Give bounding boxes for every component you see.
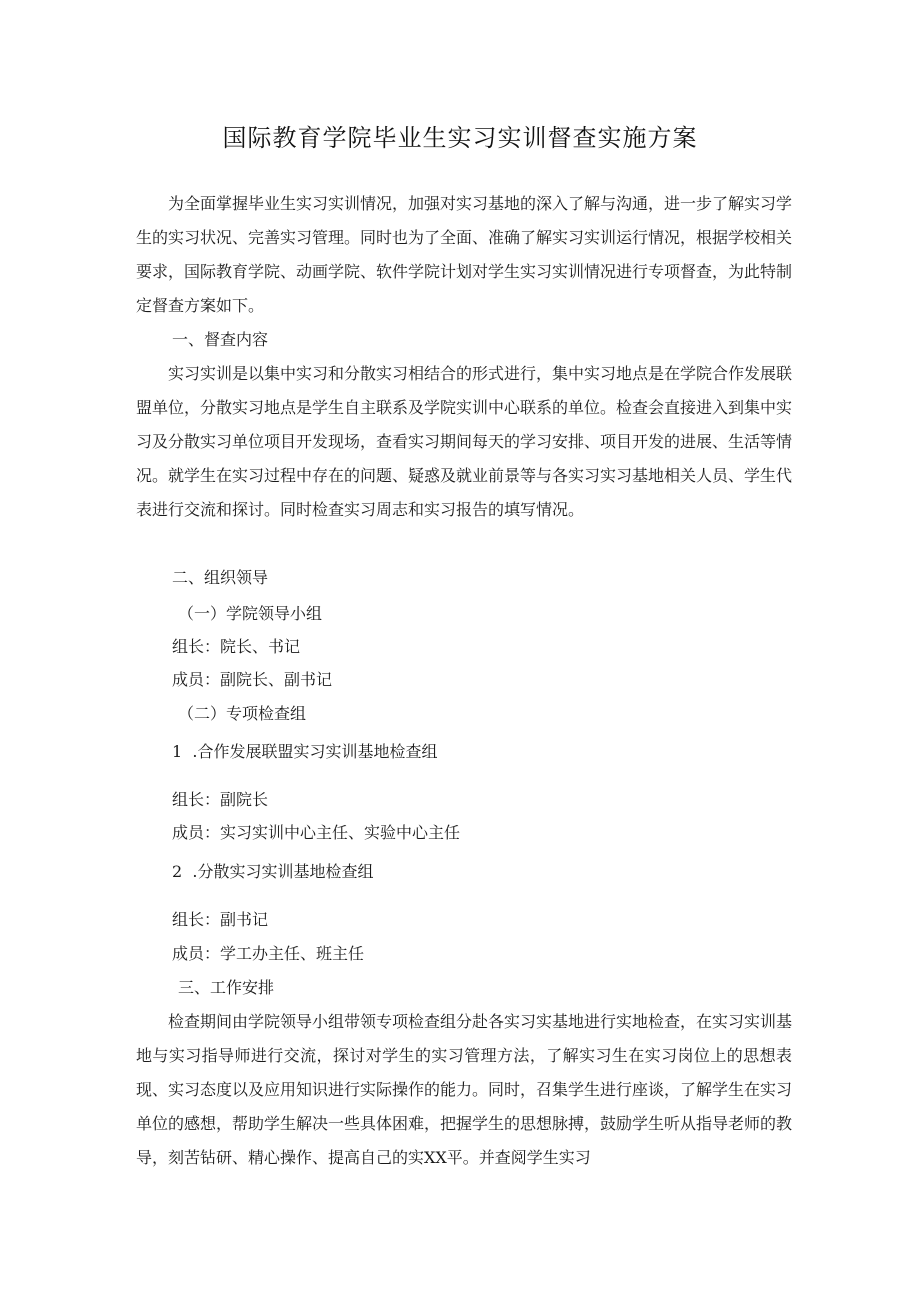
sub2-leader: 组长：副书记 <box>172 910 269 929</box>
group1-members: 成员：副院长、副书记 <box>172 670 333 689</box>
group1-leader: 组长：院长、书记 <box>172 637 301 656</box>
intro-paragraph: 为全面掌握毕业生实习实训情况，加强对实习基地的深入了解与沟通，进一步了解实习学生的实习状况、完善实习管理。同时也为了全面、准确了解实习实训运行情况，根据学校相关要求，国际教育学院、动画学院、软件学院计划对学生实习实训情况进行专项督查，为此特制定督查方案如下。 <box>136 194 793 315</box>
section1-paragraph: 实习实训是以集中实习和分散实习相结合的形式进行，集中实习地点是在学院合作发展联盟单位，分散实习地点是学生自主联系及学院实训中心联系的单位。检查会直接进入到集中实习及分散实习单位项目开发现场，查看实习期间每天的学习安排、项目开发的进展、生活等情况。就学生在实习过程中存在的问题、疑惑及就业前景等与各实习实习基地相关人员、学生代表进行交流和探讨。同时检查实习周志和实习报告的填写情况。 <box>136 364 793 519</box>
section3-heading: 三、工作安排 <box>178 978 275 997</box>
sub1-heading: 1 .合作发展联盟实习实训基地检查组 <box>172 742 438 761</box>
sub1-members: 成员：实习实训中心主任、实验中心主任 <box>172 823 461 842</box>
sub2-members: 成员：学工办主任、班主任 <box>172 944 365 963</box>
document-title: 国际教育学院毕业生实习实训督查实施方案 <box>222 124 698 152</box>
sub1-leader: 组长：副院长 <box>172 790 269 809</box>
section3-paragraph: 检查期间由学院领导小组带领专项检查组分赴各实习实基地进行实地检查，在实习实训基地与实习指导师进行交流，探讨对学生的实习管理方法，了解实习生在实习岗位上的思想表现、实习态度以及应用知识进行实际操作的能力。同时，召集学生进行座谈，了解学生在实习单位的感想，帮助学生解决一些具体困难，把握学生的思想脉搏，鼓励学生听从指导老师的教导，刻苦钻研、精心操作、提高自己的实XX平。并查阅学生实习 <box>136 1012 793 1167</box>
section1-heading: 一、督查内容 <box>172 330 269 349</box>
group1-heading: （一）学院领导小组 <box>178 604 323 623</box>
section2-heading: 二、组织领导 <box>172 568 269 587</box>
sub2-heading: 2 .分散实习实训基地检查组 <box>172 862 374 881</box>
group2-heading: （二）专项检查组 <box>178 704 307 723</box>
